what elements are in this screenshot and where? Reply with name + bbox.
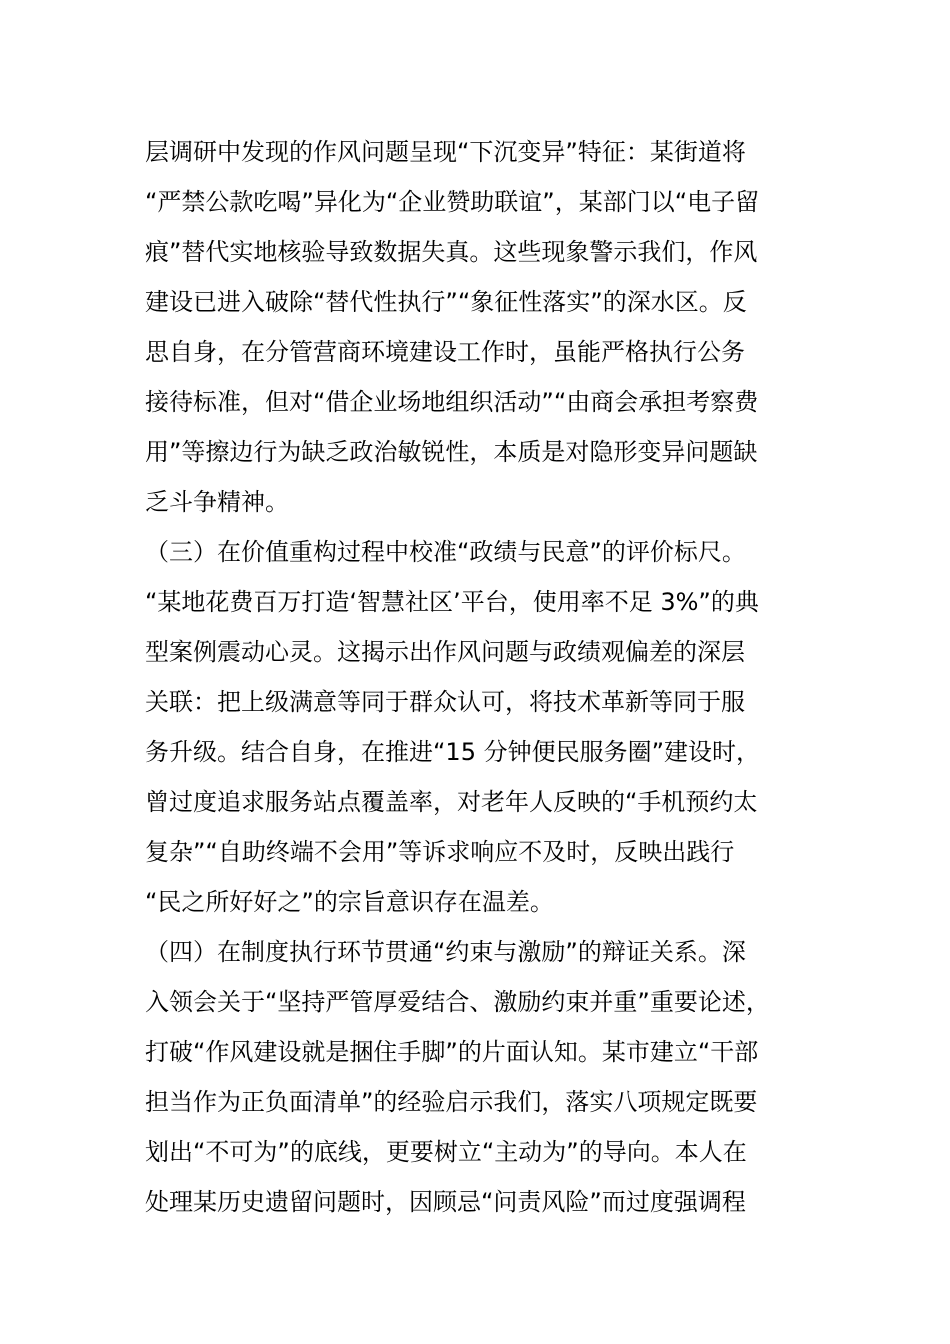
text-line: 入领会关于“坚持严管厚爱结合、激励约束并重”重要论述，	[145, 988, 770, 1016]
text-line: “严禁公款吃喝”异化为“企业赞助联谊”，某部门以“电子留	[145, 188, 760, 216]
text-line: 思自身，在分管营商环境建设工作时，虽能严格执行公务	[145, 338, 745, 366]
text-line: 建设已进入破除“替代性执行”“象征性落实”的深水区。反	[145, 288, 747, 316]
document-body	[145, 127, 825, 1227]
text-line: “某地花费百万打造‘智慧社区’平台，使用率不足 3%”的典	[145, 588, 759, 616]
text-line: “民之所好好之”的宗旨意识存在温差。	[145, 888, 554, 916]
text-line: 痕”替代实地核验导致数据失真。这些现象警示我们，作风	[145, 238, 758, 266]
text-line: 乏斗争精神。	[145, 488, 289, 516]
text-line: 关联：把上级满意等同于群众认可，将技术革新等同于服	[145, 688, 745, 716]
text-line: 用”等擦边行为缺乏政治敏锐性，本质是对隐形变异问题缺	[145, 438, 758, 466]
text-line: 划出“不可为”的底线，更要树立“主动为”的导向。本人在	[145, 1138, 747, 1166]
section-heading-3: （三）在价值重构过程中校准“政绩与民意”的评价标尺。	[145, 538, 746, 566]
text-line: 型案例震动心灵。这揭示出作风问题与政绩观偏差的深层	[145, 638, 745, 666]
text-line: 打破“作风建设就是捆住手脚”的片面认知。某市建立“干部	[145, 1038, 759, 1066]
text-line: 接待标准，但对“借企业场地组织活动”“由商会承担考察费	[145, 388, 759, 416]
text-line: 务升级。结合自身，在推进“15 分钟便民服务圈”建设时，	[145, 738, 761, 766]
text-line: 曾过度追求服务站点覆盖率，对老年人反映的“手机预约太	[145, 788, 758, 816]
section-heading-4: （四）在制度执行环节贯通“约束与激励”的辩证关系。深	[145, 938, 746, 966]
text-line: 处理某历史遗留问题时，因顾忌“问责风险”而过度强调程	[145, 1188, 746, 1216]
text-line: 层调研中发现的作风问题呈现“下沉变异”特征：某街道将	[145, 138, 746, 166]
text-line: 担当作为正负面清单”的经验启示我们，落实八项规定既要	[145, 1088, 758, 1116]
text-line: 复杂”“自助终端不会用”等诉求响应不及时，反映出践行	[145, 838, 735, 866]
